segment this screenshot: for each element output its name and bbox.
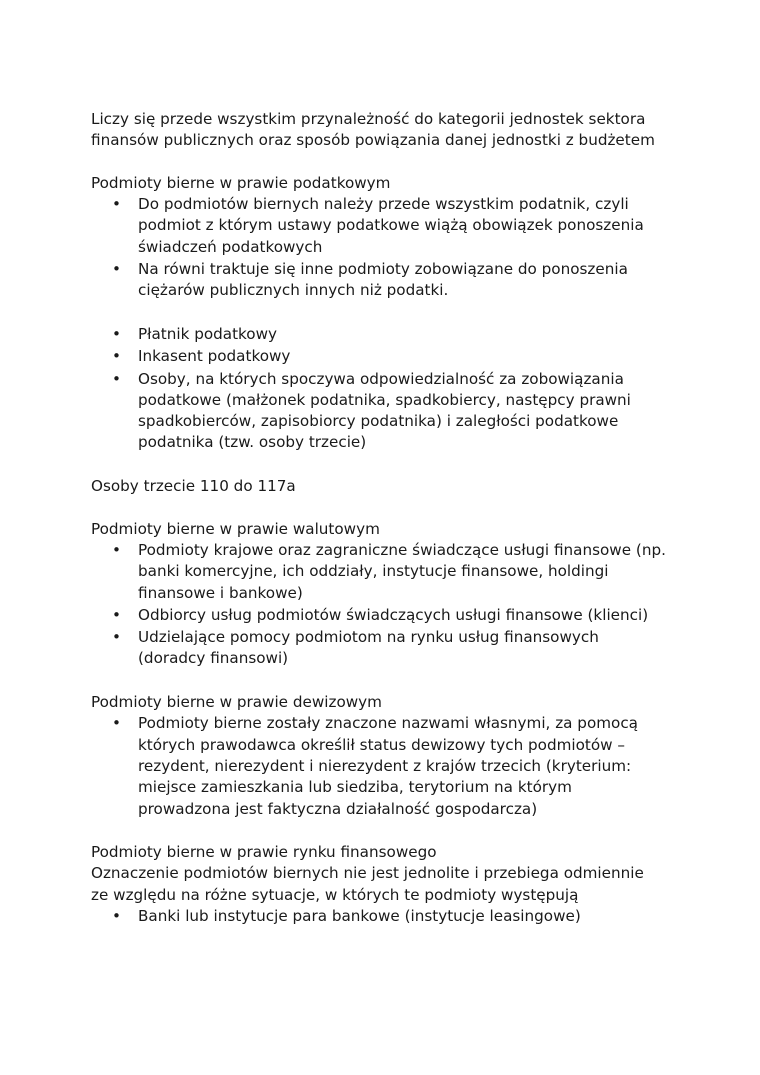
- bullet-icon: •: [112, 260, 121, 279]
- spacer: [91, 455, 691, 476]
- currency-section-heading: Podmioty bierne w prawie walutowym: [91, 519, 380, 538]
- tax-list-a: [91, 194, 691, 301]
- spacer: [91, 671, 691, 692]
- bullet-icon: •: [112, 605, 121, 624]
- list-item: [91, 194, 691, 258]
- list-item-text: Podmioty bierne zostały znaczone nazwami własnymi, za pomocą których prawodawca określił status dewizowy tych podmiotów – rezydent, nierezydent i nierezydent z krajów trzecich (kryterium: miejsce zamieszkania lub siedziba, terytorium na którym prowadzona jest faktyczna działalność gospodarcza): [138, 714, 638, 818]
- list-item-text: Inkasent podatkowy: [138, 347, 291, 366]
- list-item-text: Udzielające pomocy podmiotom na rynku usług finansowych (doradcy finansowi): [138, 628, 599, 668]
- list-item: [91, 713, 691, 819]
- list-item: [91, 540, 691, 604]
- list-item-text: Banki lub instytucje para bankowe (instytucje leasingowe): [138, 906, 581, 925]
- bullet-icon: •: [112, 324, 121, 343]
- document-page: [91, 109, 691, 928]
- currency-list: [91, 540, 691, 670]
- list-item: [91, 259, 691, 302]
- list-item: [91, 346, 691, 367]
- tax-list-b: [91, 324, 691, 454]
- financial-market-section-heading: Podmioty bierne w prawie rynku finansowego: [91, 843, 437, 862]
- third-parties-note: Osoby trzecie 110 do 117a: [91, 477, 296, 496]
- spacer: [91, 152, 691, 173]
- list-item: [91, 627, 691, 670]
- bullet-icon: •: [112, 347, 121, 366]
- bullet-icon: •: [112, 540, 121, 559]
- spacer: [91, 303, 691, 324]
- financial-market-list: [91, 906, 691, 927]
- list-item-text: Osoby, na których spoczywa odpowiedzialność za zobowiązania podatkowe (małżonek podatnika, spadkobiercy, następcy prawni spadkobierców, zapisobiorcy podatnika) i zaległości podatkowe podatnika (tzw. osoby trzecie): [138, 369, 631, 452]
- bullet-icon: •: [112, 906, 121, 925]
- foreign-exchange-section-heading: Podmioty bierne w prawie dewizowym: [91, 693, 382, 712]
- bullet-icon: •: [112, 369, 121, 388]
- bullet-icon: •: [112, 714, 121, 733]
- spacer: [91, 821, 691, 842]
- tax-section-heading: Podmioty bierne w prawie podatkowym: [91, 173, 391, 192]
- list-item: [91, 324, 691, 345]
- list-item: [91, 906, 691, 927]
- list-item: [91, 605, 691, 626]
- list-item: [91, 369, 691, 454]
- list-item-text: Płatnik podatkowy: [138, 324, 277, 343]
- bullet-icon: •: [112, 628, 121, 647]
- foreign-exchange-list: [91, 713, 691, 819]
- spacer: [91, 497, 691, 518]
- bullet-icon: •: [112, 195, 121, 214]
- list-item-text: Na równi traktuje się inne podmioty zobowiązane do ponoszenia ciężarów publicznych innych niż podatki.: [138, 260, 628, 300]
- list-item-text: Do podmiotów biernych należy przede wszystkim podatnik, czyli podmiot z którym ustawy podatkowe wiążą obowiązek ponoszenia świadczeń podatkowych: [138, 195, 644, 256]
- intro-paragraph: Liczy się przede wszystkim przynależność do kategorii jednostek sektora finansów publicznych oraz sposób powiązania danej jednostki z budżetem: [91, 110, 655, 150]
- list-item-text: Odbiorcy usług podmiotów świadczących usługi finansowe (klienci): [138, 605, 649, 624]
- list-item-text: Podmioty krajowe oraz zagraniczne świadczące usługi finansowe (np. banki komercyjne, ich oddziały, instytucje finansowe, holdingi finansowe i bankowe): [138, 540, 666, 602]
- financial-market-description: Oznaczenie podmiotów biernych nie jest jednolite i przebiega odmiennie ze względu na różne sytuacje, w których te podmioty występują: [91, 864, 644, 904]
